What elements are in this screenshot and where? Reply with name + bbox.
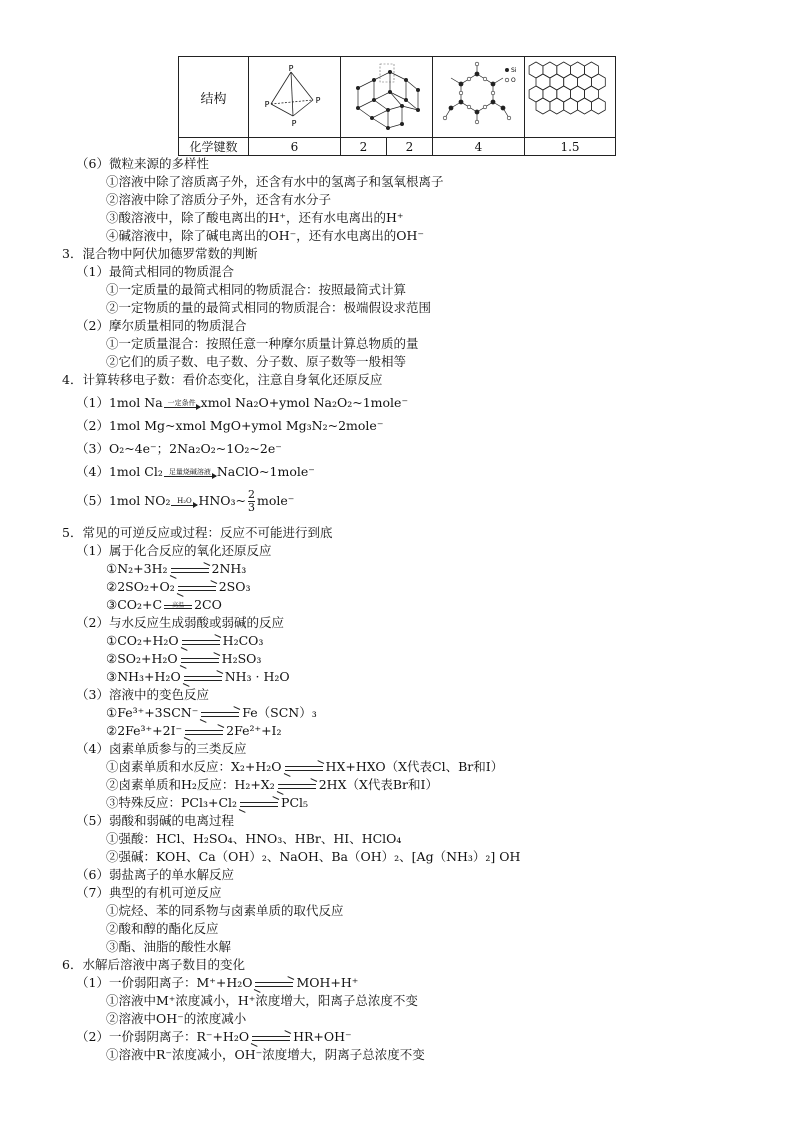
list-item: ②强碱：KOH、Ca（OH）₂、NaOH、Ba（OH）₂、[Ag（NH₃）₂] OH — [106, 849, 521, 864]
subsection-heading: （1）最简式相同的物质混合 — [76, 264, 234, 279]
equation-line: （1）一价弱阳离子：M⁺+H₂O MOH+H⁺ — [62, 974, 782, 992]
reversible-arrow-icon — [238, 799, 280, 809]
graphite-hexagon — [536, 98, 550, 114]
diamond-structure-diagram — [341, 57, 433, 138]
graphite-hexagon — [591, 98, 605, 114]
reversible-arrow-icon — [169, 565, 211, 575]
reaction-arrow: 足量烧碱溶液 — [164, 468, 216, 477]
bond-count-sio2: 4 — [433, 138, 525, 156]
svg-text:Si: Si — [510, 66, 516, 74]
subsection-heading: （2）与水反应生成弱酸或弱碱的反应 — [76, 615, 284, 630]
equation-line: （3）O₂~4e⁻；2Na₂O₂~1O₂~2e⁻ — [76, 441, 282, 456]
bond-count-row-label: 化学键数 — [179, 138, 249, 156]
equation-line: ②SO₂+H₂O H₂SO₃ — [62, 650, 782, 668]
section-heading: （6）微粒来源的多样性 — [76, 156, 209, 171]
list-item: ③酯、油脂的酸性水解 — [106, 939, 232, 954]
sio2-structure-diagram — [433, 57, 525, 138]
list-item: ②溶液中除了溶质分子外，还含有水分子 — [106, 192, 332, 207]
subsection-heading: （3）溶液中的变色反应 — [76, 687, 209, 702]
subsection-heading: （5）弱酸和弱碱的电离过程 — [76, 813, 234, 828]
reversible-arrow-icon — [199, 709, 241, 719]
bond-count-p4: 6 — [249, 138, 341, 156]
list-item: ①溶液中M⁺浓度减小，H⁺浓度增大，阳离子总浓度不变 — [106, 993, 418, 1008]
reversible-arrow-icon: 高温 — [163, 601, 193, 611]
equation-line: ①CO₂+H₂O H₂CO₃ — [62, 632, 782, 650]
reaction-arrow: H₂O — [171, 497, 197, 506]
reversible-arrow-icon — [250, 1033, 292, 1043]
equation-line: ②2SO₂+O₂ 2SO₃ — [62, 578, 782, 596]
reversible-arrow-icon — [283, 763, 325, 773]
graphite-structure-diagram — [525, 57, 616, 138]
p4-structure-diagram — [249, 57, 341, 138]
section-heading: 5．常见的可逆反应或过程：反应不可能进行到底 — [62, 525, 333, 540]
structure-row-label: 结构 — [179, 57, 249, 138]
bond-count-diamond: 2 — [341, 138, 387, 156]
bond-count-si: 2 — [387, 138, 433, 156]
reversible-arrow-icon — [182, 673, 224, 683]
equation-line: ③CO₂+C 高温 2CO — [106, 597, 222, 612]
equation-line: （2）一价弱阴离子：R⁻+H₂O HR+OH⁻ — [62, 1028, 782, 1046]
svg-text:O: O — [510, 76, 516, 84]
equation-line: （4）1mol Cl₂ 足量烧碱溶液 NaClO~1mole⁻ — [76, 464, 315, 479]
equation-line: ②卤素单质和H₂反应：H₂+X₂ 2HX（X代表Br和I） — [62, 776, 782, 794]
graphite-hexagon — [578, 98, 592, 114]
list-item: ③酸溶液中，除了酸电离出的H⁺，还有水电离出的H⁺ — [106, 210, 404, 225]
list-item: ①一定质量混合：按照任意一种摩尔质量计算总物质的量 — [106, 336, 419, 351]
reversible-arrow-icon — [183, 727, 225, 737]
list-item: ①一定质量的最简式相同的物质混合：按照最简式计算 — [106, 282, 407, 297]
subsection-heading: （1）属于化合反应的氧化还原反应 — [76, 543, 272, 558]
list-item: ②溶液中OH⁻的浓度减小 — [106, 1011, 247, 1026]
section-heading: 6．水解后溶液中离子数目的变化 — [62, 957, 245, 972]
equation-line: ①卤素单质和水反应：X₂+H₂O HX+HXO（X代表Cl、Br和I） — [62, 758, 782, 776]
fraction: $\frac{2}{3}$ — [248, 488, 256, 514]
equation-line: ②2Fe³⁺+2I⁻ 2Fe²⁺+I₂ — [62, 722, 782, 740]
graphite-hexagon — [550, 98, 564, 114]
equation-line: （2）1mol Mg~xmol MgO+ymol Mg₃N₂~2mole⁻ — [76, 418, 384, 433]
list-item: ①烷烃、苯的同系物与卤素单质的取代反应 — [106, 903, 344, 918]
equation-line: ①Fe³⁺+3SCN⁻ Fe（SCN）₃ — [62, 704, 782, 722]
list-item: ②酸和醇的酯化反应 — [106, 921, 219, 936]
equation-line: ①N₂+3H₂ 2NH₃ — [62, 560, 782, 578]
list-item: ④碱溶液中，除了碱电离出的OH⁻，还有水电离出的OH⁻ — [106, 228, 424, 243]
reversible-arrow-icon — [180, 637, 222, 647]
reversible-arrow-icon — [253, 979, 295, 989]
list-item: ①强酸：HCl、H₂SO₄、HNO₃、HBr、HI、HClO₄ — [106, 831, 402, 846]
svg-text:P: P — [291, 118, 296, 128]
list-item: ②一定物质的量的最简式相同的物质混合：极端假设求范围 — [106, 300, 432, 315]
section-heading: 3．混合物中阿伏加德罗常数的判断 — [62, 246, 258, 261]
equation-line: （5）1mol NO₂ H₂O HNO₃~ $\frac{2}{3}$ mole⁻ — [76, 488, 295, 514]
equation-line: ③特殊反应：PCl₃+Cl₂ PCl₅ — [62, 794, 782, 812]
subsection-heading: （6）弱盐离子的单水解反应 — [76, 867, 234, 882]
subsection-heading: （7）典型的有机可逆反应 — [76, 885, 222, 900]
reversible-arrow-icon — [276, 781, 318, 791]
structure-table — [178, 56, 616, 156]
subsection-heading: （2）摩尔质量相同的物质混合 — [76, 318, 247, 333]
graphite-hexagon — [564, 98, 578, 114]
reaction-arrow: 一定条件 — [164, 399, 200, 408]
svg-text:P: P — [315, 95, 320, 105]
reversible-arrow-icon — [176, 583, 218, 593]
svg-text:P: P — [288, 63, 293, 73]
section-heading: 4．计算转移电子数：看价态变化，注意自身氧化还原反应 — [62, 372, 383, 387]
list-item: ①溶液中R⁻浓度减小，OH⁻浓度增大，阴离子总浓度不变 — [106, 1047, 425, 1062]
list-item: ②它们的质子数、电子数、分子数、原子数等一般相等 — [106, 354, 407, 369]
bond-count-graphite: 1.5 — [525, 138, 616, 156]
svg-text:P: P — [264, 99, 269, 109]
notes-content — [62, 155, 782, 1064]
list-item: ①溶液中除了溶质离子外，还含有水中的氢离子和氢氧根离子 — [106, 174, 444, 189]
equation-line: ③NH₃+H₂O NH₃ · H₂O — [62, 668, 782, 686]
subsection-heading: （4）卤素单质参与的三类反应 — [76, 741, 247, 756]
graphite-hex-grid — [528, 60, 612, 132]
equation-line: （1）1mol Na 一定条件 xmol Na₂O+ymol Na₂O₂~1mole⁻ — [76, 395, 409, 410]
reversible-arrow-icon — [179, 655, 221, 665]
